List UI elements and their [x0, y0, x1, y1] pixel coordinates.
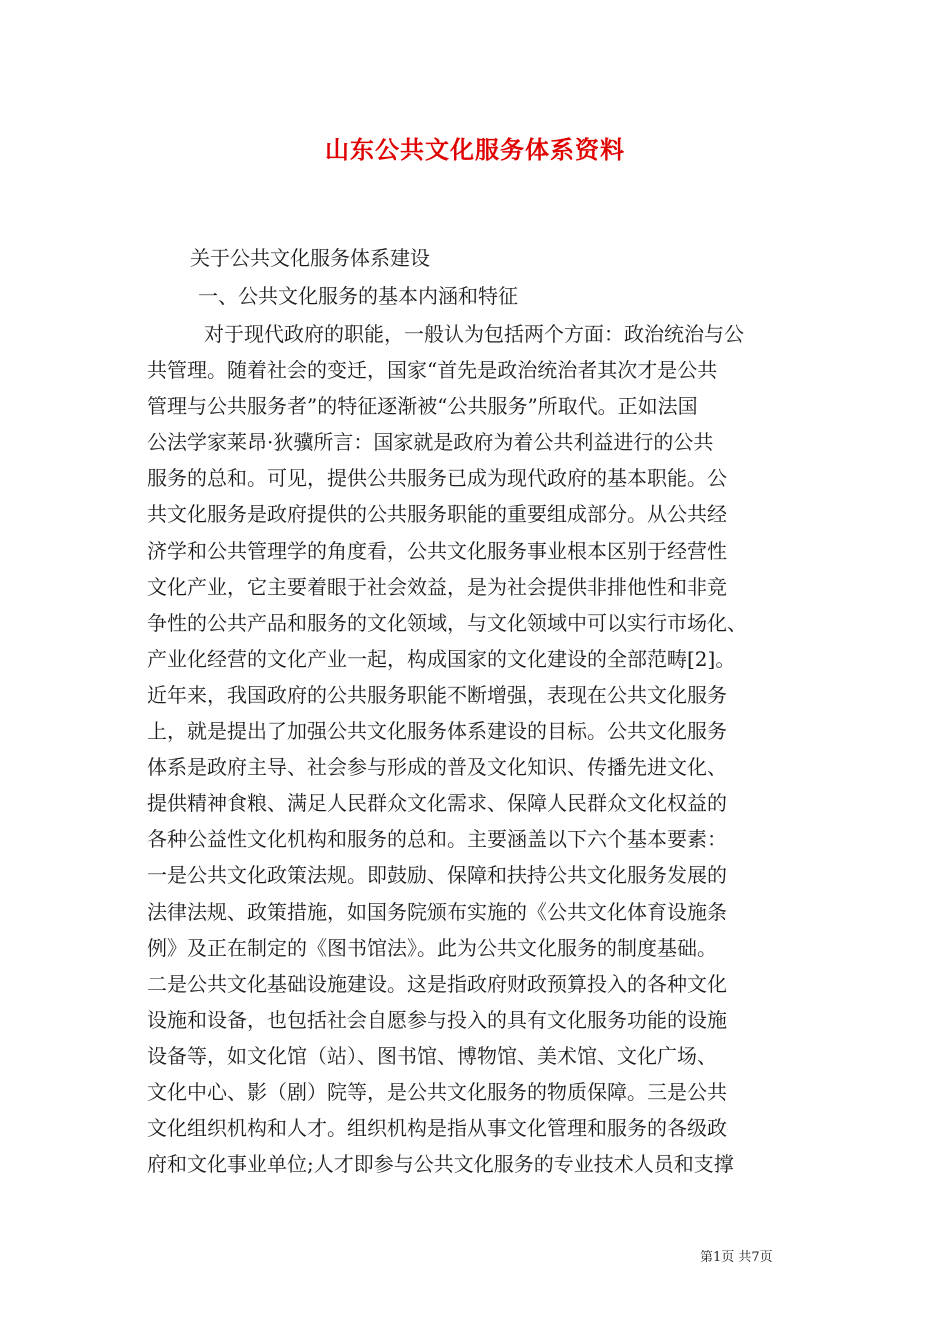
paragraph-line: 各种公益性文化机构和服务的总和。主要涵盖以下六个基本要素：: [147, 827, 727, 852]
paragraph-line: 文化组织机构和人才。组织机构是指从事文化管理和服务的各级政: [147, 1116, 727, 1141]
paragraph-line: 一是公共文化政策法规。即鼓励、保障和扶持公共文化服务发展的: [147, 863, 727, 888]
paragraph-line: 产业化经营的文化产业一起，构成国家的文化建设的全部范畴[2]。: [147, 646, 736, 671]
paragraph-line: 上，就是提出了加强公共文化服务体系建设的目标。公共文化服务: [147, 719, 727, 744]
paragraph-line: 设备等，如文化馆（站）、图书馆、博物馆、美术馆、文化广场、: [147, 1043, 717, 1068]
paragraph-line: 府和文化事业单位;人才即参与公共文化服务的专业技术人员和支撑: [147, 1152, 734, 1177]
paragraph-line: 文化产业，它主要着眼于社会效益，是为社会提供非排他性和非竞: [147, 574, 727, 599]
section-heading: 关于公共文化服务体系建设: [190, 246, 430, 270]
paragraph-line: 法律法规、政策措施，如国务院颁布实施的《公共文化体育设施条: [147, 899, 727, 924]
paragraph-line: 对于现代政府的职能，一般认为包括两个方面：政治统治与公: [204, 322, 744, 346]
paragraph-line: 体系是政府主导、社会参与形成的普及文化知识、传播先进文化、: [147, 755, 727, 780]
paragraph-line: 二是公共文化基础设施建设。这是指政府财政预算投入的各种文化: [147, 971, 727, 996]
paragraph-line: 服务的总和。可见，提供公共服务已成为现代政府的基本职能。公: [147, 466, 727, 491]
paragraph-line: 共管理。随着社会的变迁，国家“首先是政治统治者其次才是公共: [147, 358, 718, 383]
paragraph-line: 设施和设备，也包括社会自愿参与投入的具有文化服务功能的设施: [147, 1007, 727, 1032]
paragraph-line: 管理与公共服务者”的特征逐渐被“公共服务”所取代。正如法国: [147, 394, 698, 419]
paragraph-line: 济学和公共管理学的角度看，公共文化服务事业根本区别于经营性: [147, 538, 727, 563]
paragraph-line: 公法学家莱昂·狄骥所言：国家就是政府为着公共利益进行的公共: [147, 430, 714, 455]
paragraph-line: 共文化服务是政府提供的公共服务职能的重要组成部分。从公共经: [147, 502, 727, 527]
body-paragraph: [147, 316, 807, 1182]
paragraph-line: 近年来，我国政府的公共服务职能不断增强，表现在公共文化服务: [147, 682, 727, 707]
subsection-heading: 一、公共文化服务的基本内涵和特征: [198, 284, 518, 308]
page-number: 第1页 共7页: [700, 1250, 773, 1265]
paragraph-line: 争性的公共产品和服务的文化领域，与文化领域中可以实行市场化、: [147, 610, 747, 635]
paragraph-line: 文化中心、影（剧）院等，是公共文化服务的物质保障。三是公共: [147, 1079, 727, 1104]
paragraph-line: 提供精神食粮、满足人民群众文化需求、保障人民群众文化权益的: [147, 791, 727, 816]
document-title: 山东公共文化服务体系资料: [325, 135, 625, 164]
paragraph-line: 例》及正在制定的《图书馆法》。此为公共文化服务的制度基础。: [147, 935, 717, 960]
